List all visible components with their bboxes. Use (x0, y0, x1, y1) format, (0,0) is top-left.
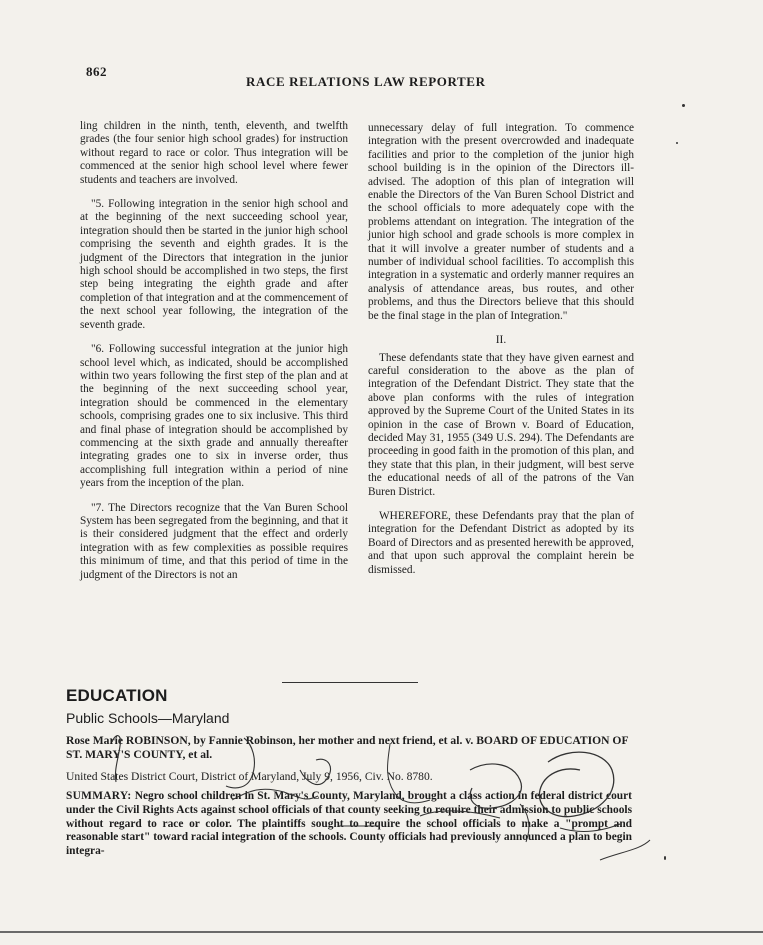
right-paragraph: These defendants state that they have given earnest and careful consideration to the above as the plan of integration of the Defendant District. They state that the above plan conforms with the rules of integration approved by the Supreme Court of the United States in its opinion in the case of Brown v. Board of Education, decided May 31, 1955 (349 U.S. 294). The Defendants are proceeding in good faith in the promotion of this plan, and they state that this plan, in their judgment, will best serve the educational needs of all of the patrons of the Van Buren District. (368, 351, 634, 498)
left-paragraph: ling children in the ninth, tenth, eleventh, and twelfth grades (the four senior high school grades) for instruction without regard to race or color. Thus integration will be commenced at the senior high school level where fewer students and teachers are involved. (80, 120, 348, 186)
case-title: Rose Marie ROBINSON, by Fannie Robinson, her mother and next friend, et al. v. BOARD OF EDUCATION OF ST. MARY'S COUNTY, et al. (66, 734, 629, 761)
page-number: 862 (86, 64, 107, 79)
paper-speck (664, 856, 666, 860)
left-paragraph: "5. Following integration in the senior high school and at the beginning of the next succeeding school year, integration should then be started in the junior high school comprising the seventh and eighth grades. It is the judgment of the Directors that integration in the junior high school should be accomplished in two steps, the first step being integrating the eighth grade and after completion of that integration and at the commencement of the next school year following, the integration of the seventh grade. (80, 198, 348, 331)
left-column (80, 120, 348, 593)
right-column (368, 122, 634, 588)
left-paragraph: "6. Following successful integration at the junior high school level which, as indicated, should be accomplished within two years following the first step of the plan and at the beginning of the next succeeding school year, integration should be commenced in the elementary schools, comprising grades one to six inclusive. This third and final phase of integration should be accomplished by commencing at the sixth grade and annually thereafter integrating grades one to six in inverse order, thus accomplishing full integration within a period of nine years from the inception of the plan. (80, 343, 348, 490)
paper-speck (682, 104, 685, 107)
section-heading: EDUCATION (66, 686, 168, 705)
summary-text: Negro school children in St. Mary's County, Maryland, brought a class action in federal district court under the Civil Rights Acts against school officials of that county seeking to require their admission to public schools without regard to race or color. The plaintiffs sought to require the school officials to make a "prompt and reasonable start" toward racial integration of the schools. County officials had previously announced a plan to begin integra- (66, 790, 632, 858)
right-paragraph: WHEREFORE, these Defendants pray that the plan of integration for the Defendant District as adopted by its Board of Directors and as presented herewith be approved, and that upon such approval the complaint herein be dismissed. (368, 509, 634, 576)
section-number: II. (495, 334, 507, 347)
subsection-heading: Public Schools—Maryland (66, 710, 230, 726)
right-paragraph: unnecessary delay of full integration. To commence integration with the present overcrowded and inadequate facilities and prior to the completion of the junior high school building is in the opinion of the Directors ill-advised. The adoption of this plan of integration will enable the Directors of the Van Buren School District and the school officials to more adequately cope with the problems attendant on integration. The integration of the junior high school and grade schools is more complex in that it will involve a greater number of students and a number of individual school facilities. To accomplish this integration in a systematic and orderly manner requires an analysis of attendance areas, bus routes, and other problems, and thus the Directors believe that this should be the final stage in the plan of Integration." (368, 122, 634, 322)
bottom-edge-line (0, 931, 763, 933)
case-summary (66, 790, 632, 859)
summary-label: SUMMARY: (66, 790, 132, 802)
left-paragraph: "7. The Directors recognize that the Van Buren School System has been segregated from the beginning, and that it is their considered judgment that the effect and orderly integration with as few complexities as possible requires this minimum of time, and that this period of time in the judgment of the Directors is not an (80, 501, 348, 581)
paper-speck (676, 142, 678, 144)
section-divider (282, 682, 418, 683)
running-head: RACE RELATIONS LAW REPORTER (246, 74, 486, 89)
case-citation: United States District Court, District of Maryland, July 9, 1956, Civ. No. 8780. (66, 770, 433, 783)
